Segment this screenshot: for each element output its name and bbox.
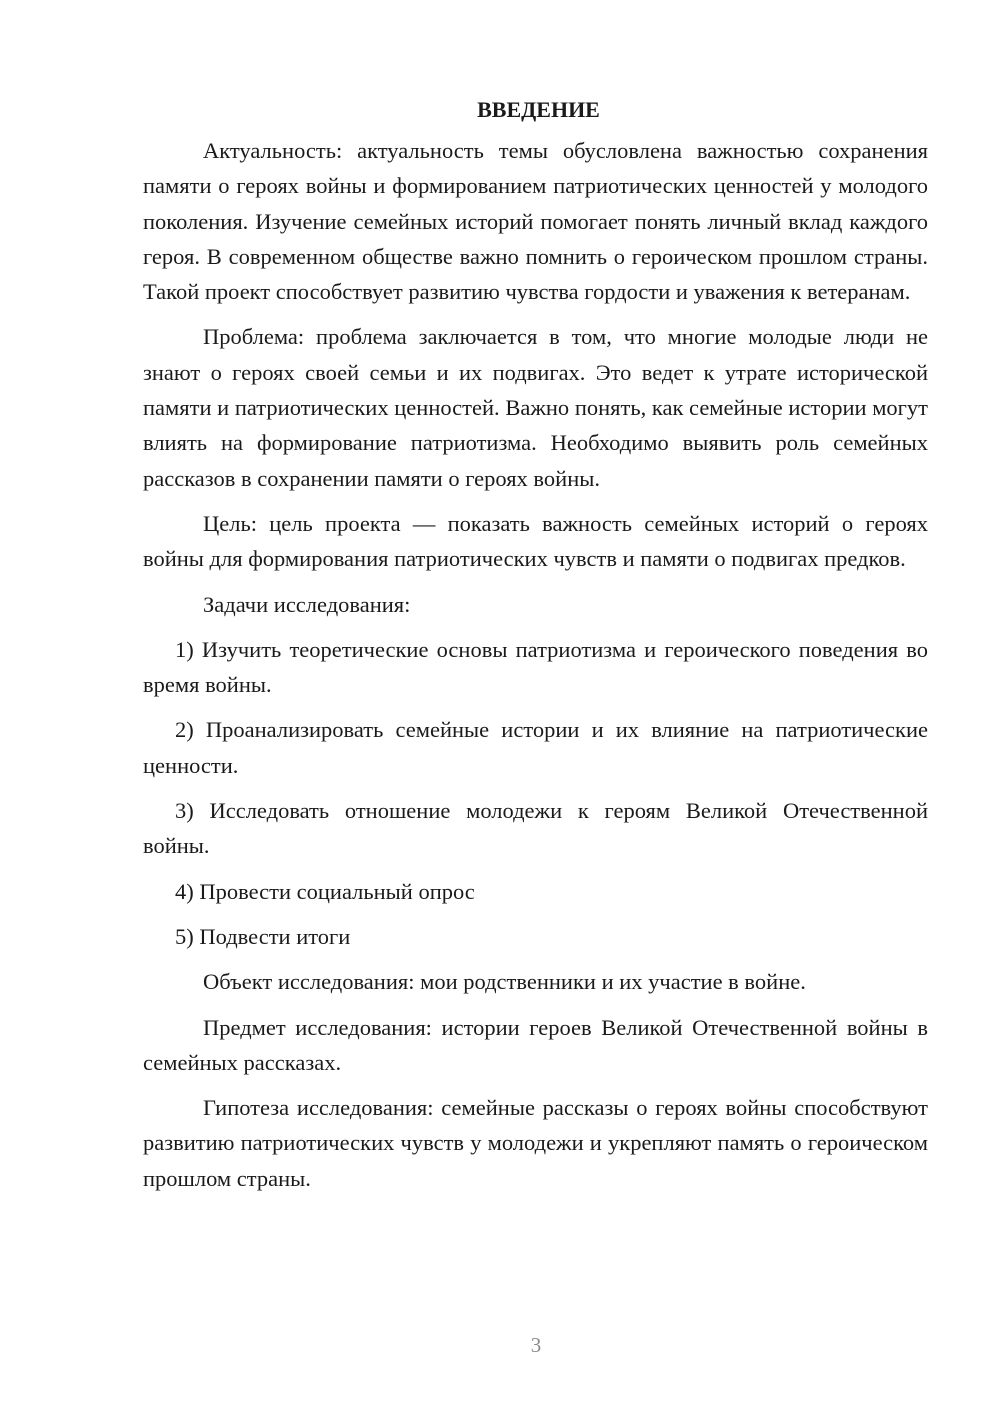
problem-paragraph: Проблема: проблема заключается в том, что многие молодые люди не знают о героях своей семьи и их подвигах. Это ведет к утрате исторической памяти и патриотических ценностей. Важно понять, как семейные истории могут влиять на формирование патриотизма. Необходимо выявить роль семейных рассказов в сохранении памяти о героях войны.: [143, 324, 928, 491]
hypothesis-paragraph: Гипотеза исследования: семейные рассказы о героях войны способствуют развитию патриотических чувств у молодежи и укрепляют память о героическом прошлом страны.: [143, 1095, 928, 1191]
task-item-1: 1) Изучить теоретические основы патриотизма и героического поведения во время войны.: [143, 636, 928, 698]
relevance-paragraph: Актуальность: актуальность темы обусловлена важностью сохранения памяти о героях войны и формированием патриотических ценностей у молодого поколения. Изучение семейных историй помогает понять личный вклад каждого героя. В современном обществе важно помнить о героическом прошлом страны. Такой проект способствует развитию чувства гордости и уважения к ветеранам.: [143, 138, 928, 305]
document-page: [143, 92, 928, 1206]
goal-paragraph: Цель: цель проекта — показать важность семейных историй о героях войны для формирования патриотических чувств и памяти о подвигах предков.: [143, 510, 928, 572]
task-item-3: 3) Исследовать отношение молодежи к героям Великой Отечественной войны.: [143, 798, 928, 859]
tasks-heading: Задачи исследования:: [203, 591, 411, 617]
subject-paragraph: Предмет исследования: истории героев Великой Отечественной войны в семейных рассказах.: [143, 1014, 928, 1075]
task-item-4: 4) Провести социальный опрос: [175, 878, 475, 904]
page-number: 3: [530, 1333, 542, 1357]
task-item-2: 2) Проанализировать семейные истории и их влияние на патриотические ценности.: [143, 717, 928, 778]
section-title: ВВЕДЕНИЕ: [477, 97, 600, 122]
object-paragraph: Объект исследования: мои родственники и их участие в войне.: [203, 969, 806, 995]
task-item-5: 5) Подвести итоги: [175, 923, 351, 949]
